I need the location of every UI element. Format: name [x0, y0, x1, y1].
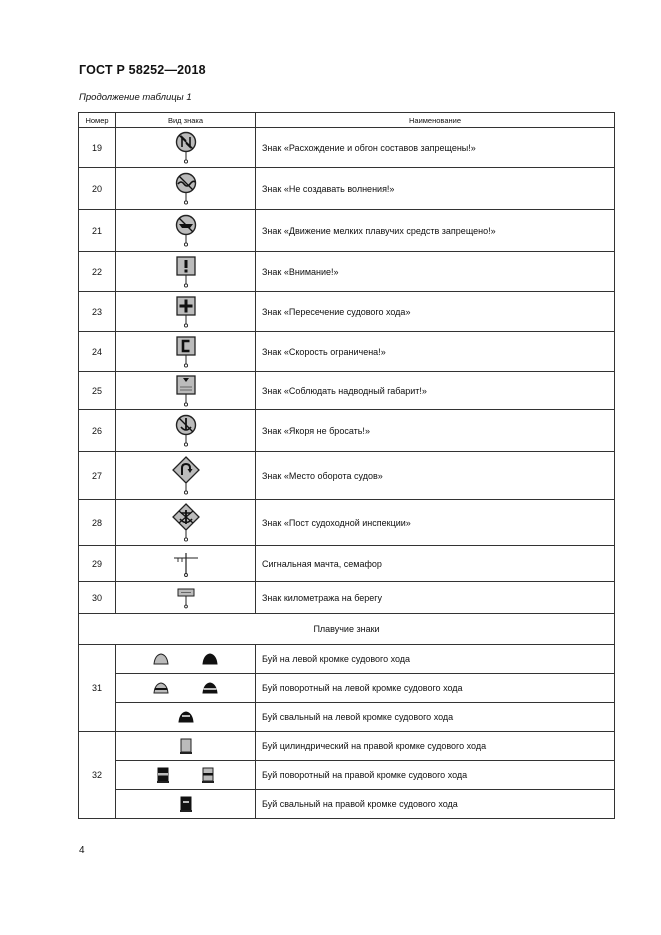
inspection-post-sign-icon	[171, 503, 201, 543]
speed-limit-sign-icon	[174, 335, 198, 369]
row-number: 23	[79, 292, 116, 332]
signs-table	[78, 112, 615, 819]
row-number: 28	[79, 500, 116, 546]
left-buoy-light-icon	[152, 652, 170, 666]
table-row	[79, 761, 615, 790]
row-name: Буй поворотный на левой кромке судового хода	[256, 674, 615, 703]
row-number: 25	[79, 372, 116, 410]
table-header-row	[79, 113, 615, 128]
row-name: Буй цилиндрический на правой кромке судового хода	[256, 732, 615, 761]
row-number: 31	[79, 645, 116, 732]
row-number: 30	[79, 582, 116, 614]
document-header: ГОСТ Р 58252—2018	[79, 63, 206, 77]
table-row	[79, 582, 615, 614]
row-name: Знак «Пост судоходной инспекции»	[256, 500, 615, 546]
left-buoy-dark-icon	[201, 652, 219, 666]
table-row	[79, 410, 615, 452]
row-name: Буй свальный на правой кромке судового хода	[256, 790, 615, 819]
no-overtaking-sign-icon	[174, 131, 198, 165]
row-name: Знак «Соблюдать надводный габарит!»	[256, 372, 615, 410]
table-row	[79, 645, 615, 674]
cylindrical-right-buoy-icon	[179, 737, 193, 755]
table-row	[79, 332, 615, 372]
row-name: Знак «Скорость ограничена!»	[256, 332, 615, 372]
row-name: Знак «Якоря не бросать!»	[256, 410, 615, 452]
turning-left-buoy-light-icon	[152, 681, 170, 695]
row-number: 21	[79, 210, 116, 252]
table-row	[79, 790, 615, 819]
table-row	[79, 703, 615, 732]
page-number: 4	[79, 845, 85, 856]
crossing-sign-icon	[174, 295, 198, 329]
row-name: Буй поворотный на правой кромке судового хода	[256, 761, 615, 790]
turning-right-buoy-light-icon	[201, 766, 215, 784]
row-name: Знак «Расхождение и обгон составов запрещены!»	[256, 128, 615, 168]
section-title: Плавучие знаки	[79, 614, 615, 645]
turning-place-sign-icon	[171, 456, 201, 496]
row-name: Сигнальная мачта, семафор	[256, 546, 615, 582]
table-row	[79, 546, 615, 582]
row-name: Знак «Внимание!»	[256, 252, 615, 292]
row-number: 27	[79, 452, 116, 500]
side-left-buoy-icon	[177, 710, 195, 724]
no-waves-sign-icon	[174, 172, 198, 206]
attention-sign-icon	[174, 255, 198, 289]
table-row	[79, 732, 615, 761]
signal-mast-icon	[171, 550, 201, 578]
table-row	[79, 210, 615, 252]
row-name: Знак «Место оборота судов»	[256, 452, 615, 500]
table-continuation-label: Продолжение таблицы 1	[79, 92, 192, 103]
kilometer-sign-icon	[174, 586, 198, 610]
table-row	[79, 128, 615, 168]
row-number: 32	[79, 732, 116, 819]
turning-left-buoy-dark-icon	[201, 681, 219, 695]
no-anchoring-sign-icon	[174, 414, 198, 448]
row-name: Знак «Движение мелких плавучих средств запрещено!»	[256, 210, 615, 252]
row-number: 19	[79, 128, 116, 168]
row-number: 20	[79, 168, 116, 210]
table-row	[79, 452, 615, 500]
row-name: Знак «Пересечение судового хода»	[256, 292, 615, 332]
row-number: 26	[79, 410, 116, 452]
table-row	[79, 292, 615, 332]
side-right-buoy-icon	[179, 795, 193, 813]
row-number: 22	[79, 252, 116, 292]
table-row	[79, 168, 615, 210]
column-header-name: Наименование	[256, 113, 615, 128]
row-number: 29	[79, 546, 116, 582]
column-header-number: Номер	[79, 113, 116, 128]
table-row	[79, 252, 615, 292]
row-name: Знак километража на берегу	[256, 582, 615, 614]
row-name: Буй на левой кромке судового хода	[256, 645, 615, 674]
turning-right-buoy-dark-icon	[156, 766, 170, 784]
column-header-view: Вид знака	[116, 113, 256, 128]
row-name: Буй свальный на левой кромке судового хода	[256, 703, 615, 732]
table-row	[79, 372, 615, 410]
row-name: Знак «Не создавать волнения!»	[256, 168, 615, 210]
row-number: 24	[79, 332, 116, 372]
table-row	[79, 500, 615, 546]
no-small-craft-sign-icon	[174, 214, 198, 248]
table-row	[79, 674, 615, 703]
section-row	[79, 614, 615, 645]
clearance-sign-icon	[174, 374, 198, 408]
